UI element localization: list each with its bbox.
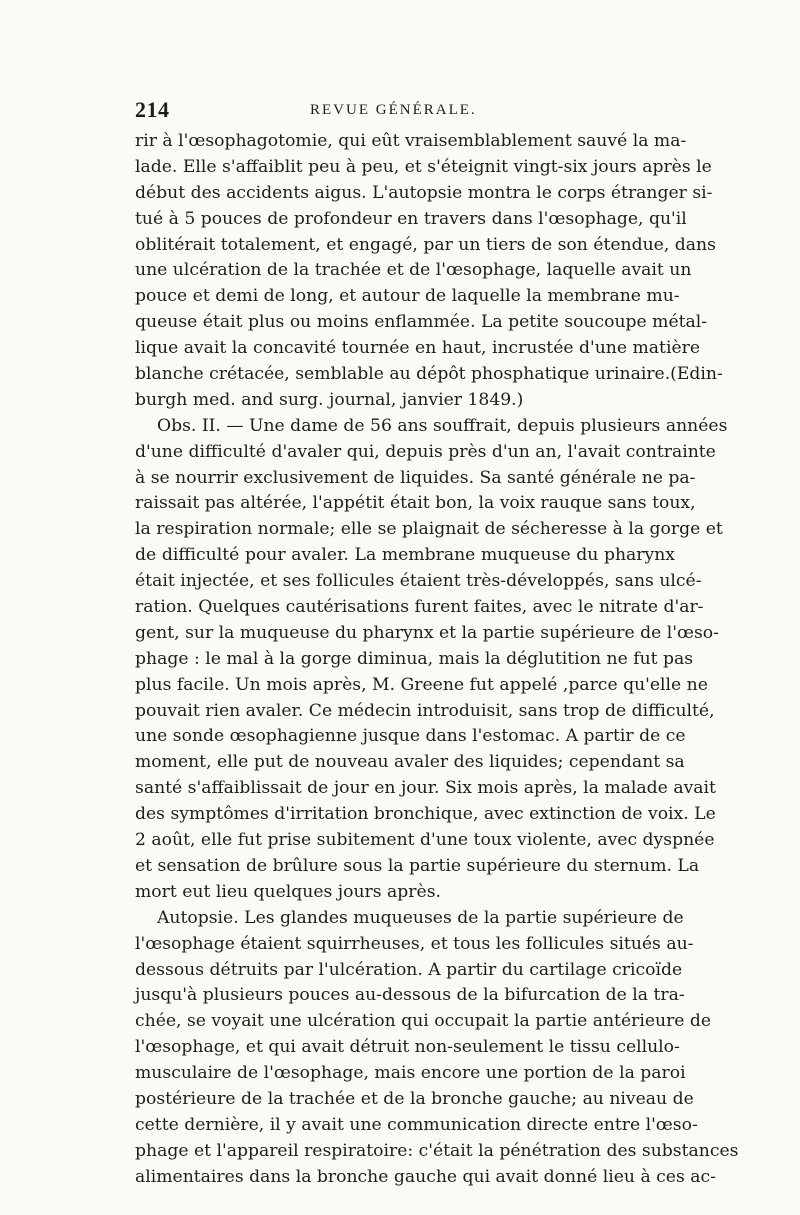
text-line: jusqu'à plusieurs pouces au-dessous de la bifurcation de la tra- <box>135 985 685 1006</box>
text-line: Obs. II. — Une dame de 56 ans souffrait, depuis plusieurs années <box>157 415 728 436</box>
text-line: Autopsie. Les glandes muqueuses de la partie supérieure de <box>157 907 684 928</box>
text-line: chée, se voyait une ulcération qui occupait la partie antérieure de <box>135 1011 712 1032</box>
text-line: la respiration normale; elle se plaignait de sécheresse à la gorge et <box>135 519 723 540</box>
text-line: dessous détruits par l'ulcération. A partir du cartilage cricoïde <box>135 959 683 980</box>
text-line: et sensation de brûlure sous la partie supérieure du sternum. La <box>135 855 700 876</box>
text-line: phage : le mal à la gorge diminua, mais la déglutition ne fut pas <box>135 648 694 669</box>
text-line: ration. Quelques cautérisations furent faites, avec le nitrate d'ar- <box>135 597 704 618</box>
text-line: était injectée, et ses follicules étaient très-développés, sans ulcé- <box>135 571 702 592</box>
text-line: queuse était plus ou moins enflammée. La petite soucoupe métal- <box>135 312 708 333</box>
text-line: oblitérait totalement, et engagé, par un tiers de son étendue, dans <box>135 234 716 255</box>
body-text <box>135 129 739 1191</box>
text-line: plus facile. Un mois après, M. Greene fut appelé ,parce qu'elle ne <box>135 674 708 695</box>
text-line: gent, sur la muqueuse du pharynx et la partie supérieure de l'œso- <box>135 622 719 643</box>
text-line: phage et l'appareil respiratoire: c'était la pénétration des substances <box>135 1140 739 1161</box>
text-line: 2 août, elle fut prise subitement d'une toux violente, avec dyspnée <box>135 830 715 851</box>
text-line: lade. Elle s'affaiblit peu à peu, et s'éteignit vingt-six jours après le <box>135 156 712 177</box>
text-line: l'œsophage étaient squirrheuses, et tous les follicules situés au- <box>135 933 694 954</box>
text-line: de difficulté pour avaler. La membrane muqueuse du pharynx <box>135 545 675 566</box>
text-line: lique avait la concavité tournée en haut, incrustée d'une matière <box>135 338 701 359</box>
text-line: des symptômes d'irritation bronchique, avec extinction de voix. Le <box>135 804 716 825</box>
text-line: pouce et demi de long, et autour de laquelle la membrane mu- <box>135 286 680 307</box>
page-header <box>135 97 675 127</box>
text-line: musculaire de l'œsophage, mais encore une portion de la paroi <box>135 1063 686 1084</box>
text-line: raissait pas altérée, l'appétit était bon, la voix rauque sans toux, <box>135 493 696 514</box>
text-line: tué à 5 pouces de profondeur en travers dans l'œsophage, qu'il <box>135 208 687 229</box>
text-line: une ulcération de la trachée et de l'œsophage, laquelle avait un <box>135 260 692 281</box>
text-line: burgh med. and surg. journal, janvier 1849.) <box>135 389 524 410</box>
text-line: début des accidents aigus. L'autopsie montra le corps étranger si- <box>135 182 713 203</box>
text-line: pouvait rien avaler. Ce médecin introduisit, sans trop de difficulté, <box>135 700 715 721</box>
text-line: alimentaires dans la bronche gauche qui avait donné lieu à ces ac- <box>135 1166 716 1187</box>
text-line: santé s'affaiblissait de jour en jour. Six mois après, la malade avait <box>135 778 716 799</box>
text-line: mort eut lieu quelques jours après. <box>135 881 441 902</box>
running-head: REVUE GÉNÉRALE. <box>310 102 477 118</box>
text-line: cette dernière, il y avait une communication directe entre l'œso- <box>135 1114 698 1135</box>
text-line: une sonde œsophagienne jusque dans l'estomac. A partir de ce <box>135 726 686 747</box>
text-line: rir à l'œsophagotomie, qui eût vraisemblablement sauvé la ma- <box>135 131 687 151</box>
text-line: blanche crétacée, semblable au dépôt phosphatique urinaire.(Edin- <box>135 364 723 385</box>
text-line: l'œsophage, et qui avait détruit non-seulement le tissu cellulo- <box>135 1037 680 1058</box>
text-line: à se nourrir exclusivement de liquides. Sa santé générale ne pa- <box>135 467 696 488</box>
page-number: 214 <box>135 97 170 122</box>
text-line: postérieure de la trachée et de la bronche gauche; au niveau de <box>135 1088 694 1109</box>
text-line: d'une difficulté d'avaler qui, depuis près d'un an, l'avait contrainte <box>135 441 716 462</box>
text-line: moment, elle put de nouveau avaler des liquides; cependant sa <box>135 752 685 773</box>
page <box>135 97 739 1191</box>
